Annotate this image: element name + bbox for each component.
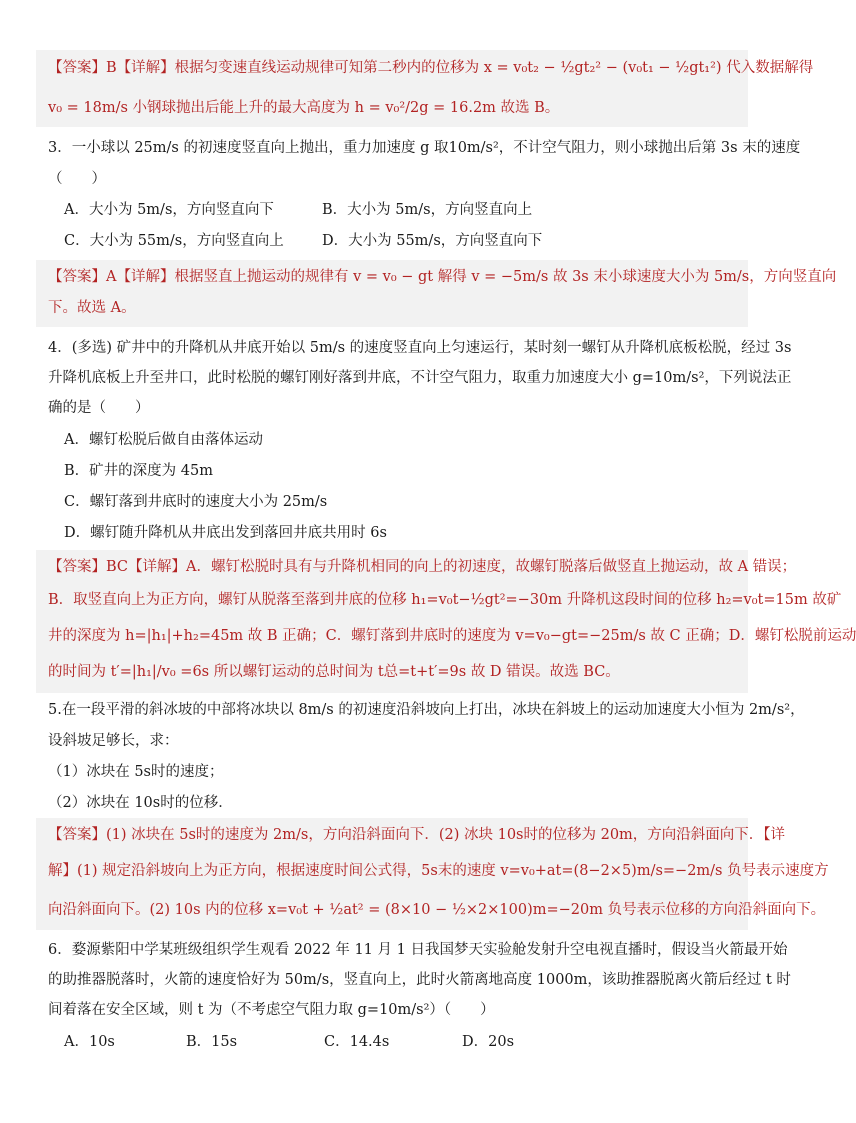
question-5-stem-line1: 5.在一段平滑的斜冰坡的中部将冰块以 8m/s 的初速度沿斜坡向上打出，冰块在斜坡上的运动加速度大小恒为 2m/s²， xyxy=(48,702,805,718)
question-5-sub-1: （1）冰块在 5s时的速度； xyxy=(48,764,224,780)
answer-q2-line1: 【答案】B【详解】根据匀变速直线运动规律可知第二秒内的位移为 x = v₀t₂ − ½gt₂² − (v₀t₁ − ½gt₁²) 代入数据解得 xyxy=(48,60,814,76)
answer-q3-line1: 【答案】A【详解】根据竖直上抛运动的规律有 v = v₀ − gt 解得 v = −5m/s 故 3s 末小球速度大小为 5m/s，方向竖直向 xyxy=(48,269,837,285)
answer-q5-line2: 解】(1) 规定沿斜坡向上为正方向，根据速度时间公式得，5s末的速度 v=v₀+at=(8−2×5)m/s=−2m/s 负号表示速度方 xyxy=(48,863,829,879)
question-3-option-d: D．大小为 55m/s，方向竖直向下 xyxy=(322,233,543,249)
question-3-stem-line2: （ ） xyxy=(48,171,106,187)
question-4-stem-line1: 4．(多选) 矿井中的升降机从井底开始以 5m/s 的速度竖直向上匀速运行，某时刻一螺钉从升降机底板松脱，经过 3s xyxy=(48,340,792,356)
question-3-option-b: B．大小为 5m/s，方向竖直向上 xyxy=(322,202,533,218)
question-3-stem-line1: 3．一小球以 25m/s 的初速度竖直向上抛出，重力加速度 g 取10m/s²，不计空气阻力，则小球抛出后第 3s 末的速度 xyxy=(48,140,801,156)
question-6-stem-line2: 的助推器脱落时，火箭的速度恰好为 50m/s，竖直向上，此时火箭离地高度 1000m，该助推器脱离火箭后经过 t 时 xyxy=(48,972,791,988)
question-3-option-a: A．大小为 5m/s，方向竖直向下 xyxy=(64,202,274,218)
answer-q4-line3: 井的深度为 h=|h₁|+h₂=45m 故 B 正确；C．螺钉落到井底时的速度为 v=v₀−gt=−25m/s 故 C 正确；D．螺钉松脱前运动 xyxy=(48,628,856,644)
question-4-stem-line3: 确的是（ ） xyxy=(48,400,150,416)
question-6-option-b: B．15s xyxy=(186,1034,238,1050)
answer-q3-line2: 下。故选 A。 xyxy=(48,300,136,316)
question-6-option-c: C．14.4s xyxy=(324,1034,390,1050)
question-4-option-d: D．螺钉随升降机从井底出发到落回井底共用时 6s xyxy=(64,525,387,541)
question-4-option-c: C．螺钉落到井底时的速度大小为 25m/s xyxy=(64,494,328,510)
question-4-option-a: A．螺钉松脱后做自由落体运动 xyxy=(64,432,263,448)
answer-q4-line1: 【答案】BC【详解】A．螺钉松脱时具有与升降机相同的向上的初速度，故螺钉脱落后做竖直上抛运动，故 A 错误； xyxy=(48,559,797,575)
question-5-sub-2: （2）冰块在 10s时的位移． xyxy=(48,795,233,811)
question-6-option-d: D．20s xyxy=(462,1034,515,1050)
answer-q5-line3: 向沿斜面向下。(2) 10s 内的位移 x=v₀t + ½at² = (8×10 − ½×2×100)m=−20m 负号表示位移的方向沿斜面向下。 xyxy=(48,902,826,918)
answer-q2-line2: v₀ = 18m/s 小钢球抛出后能上升的最大高度为 h = v₀²/2g = 16.2m 故选 B。 xyxy=(48,100,560,116)
answer-q5-line1: 【答案】(1) 冰块在 5s时的速度为 2m/s，方向沿斜面向下．(2) 冰块 10s时的位移为 20m，方向沿斜面向下．【详 xyxy=(48,827,786,843)
question-6-stem-line3: 间着落在安全区域，则 t 为（不考虑空气阻力取 g=10m/s²）（ ） xyxy=(48,1002,495,1018)
answer-q4-line2: B．取竖直向上为正方向，螺钉从脱落至落到井底的位移 h₁=v₀t−½gt²=−30m 升降机这段时间的位移 h₂=v₀t=15m 故矿 xyxy=(48,592,842,608)
answer-q4-line4: 的时间为 t′=|h₁|/v₀ =6s 所以螺钉运动的总时间为 t总=t+t′=9s 故 D 错误。故选 BC。 xyxy=(48,664,620,680)
question-3-option-c: C．大小为 55m/s，方向竖直向上 xyxy=(64,233,284,249)
question-4-stem-line2: 升降机底板上升至井口，此时松脱的螺钉刚好落到井底，不计空气阻力，取重力加速度大小 g=10m/s²，下列说法正 xyxy=(48,370,792,386)
question-6-option-a: A．10s xyxy=(64,1034,115,1050)
question-4-option-b: B．矿井的深度为 45m xyxy=(64,463,213,479)
question-5-stem-line2: 设斜坡足够长，求： xyxy=(48,733,179,749)
question-6-stem-line1: 6．婺源紫阳中学某班级组织学生观看 2022 年 11 月 1 日我国梦天实验舱发射升空电视直播时，假设当火箭最开始 xyxy=(48,942,788,958)
